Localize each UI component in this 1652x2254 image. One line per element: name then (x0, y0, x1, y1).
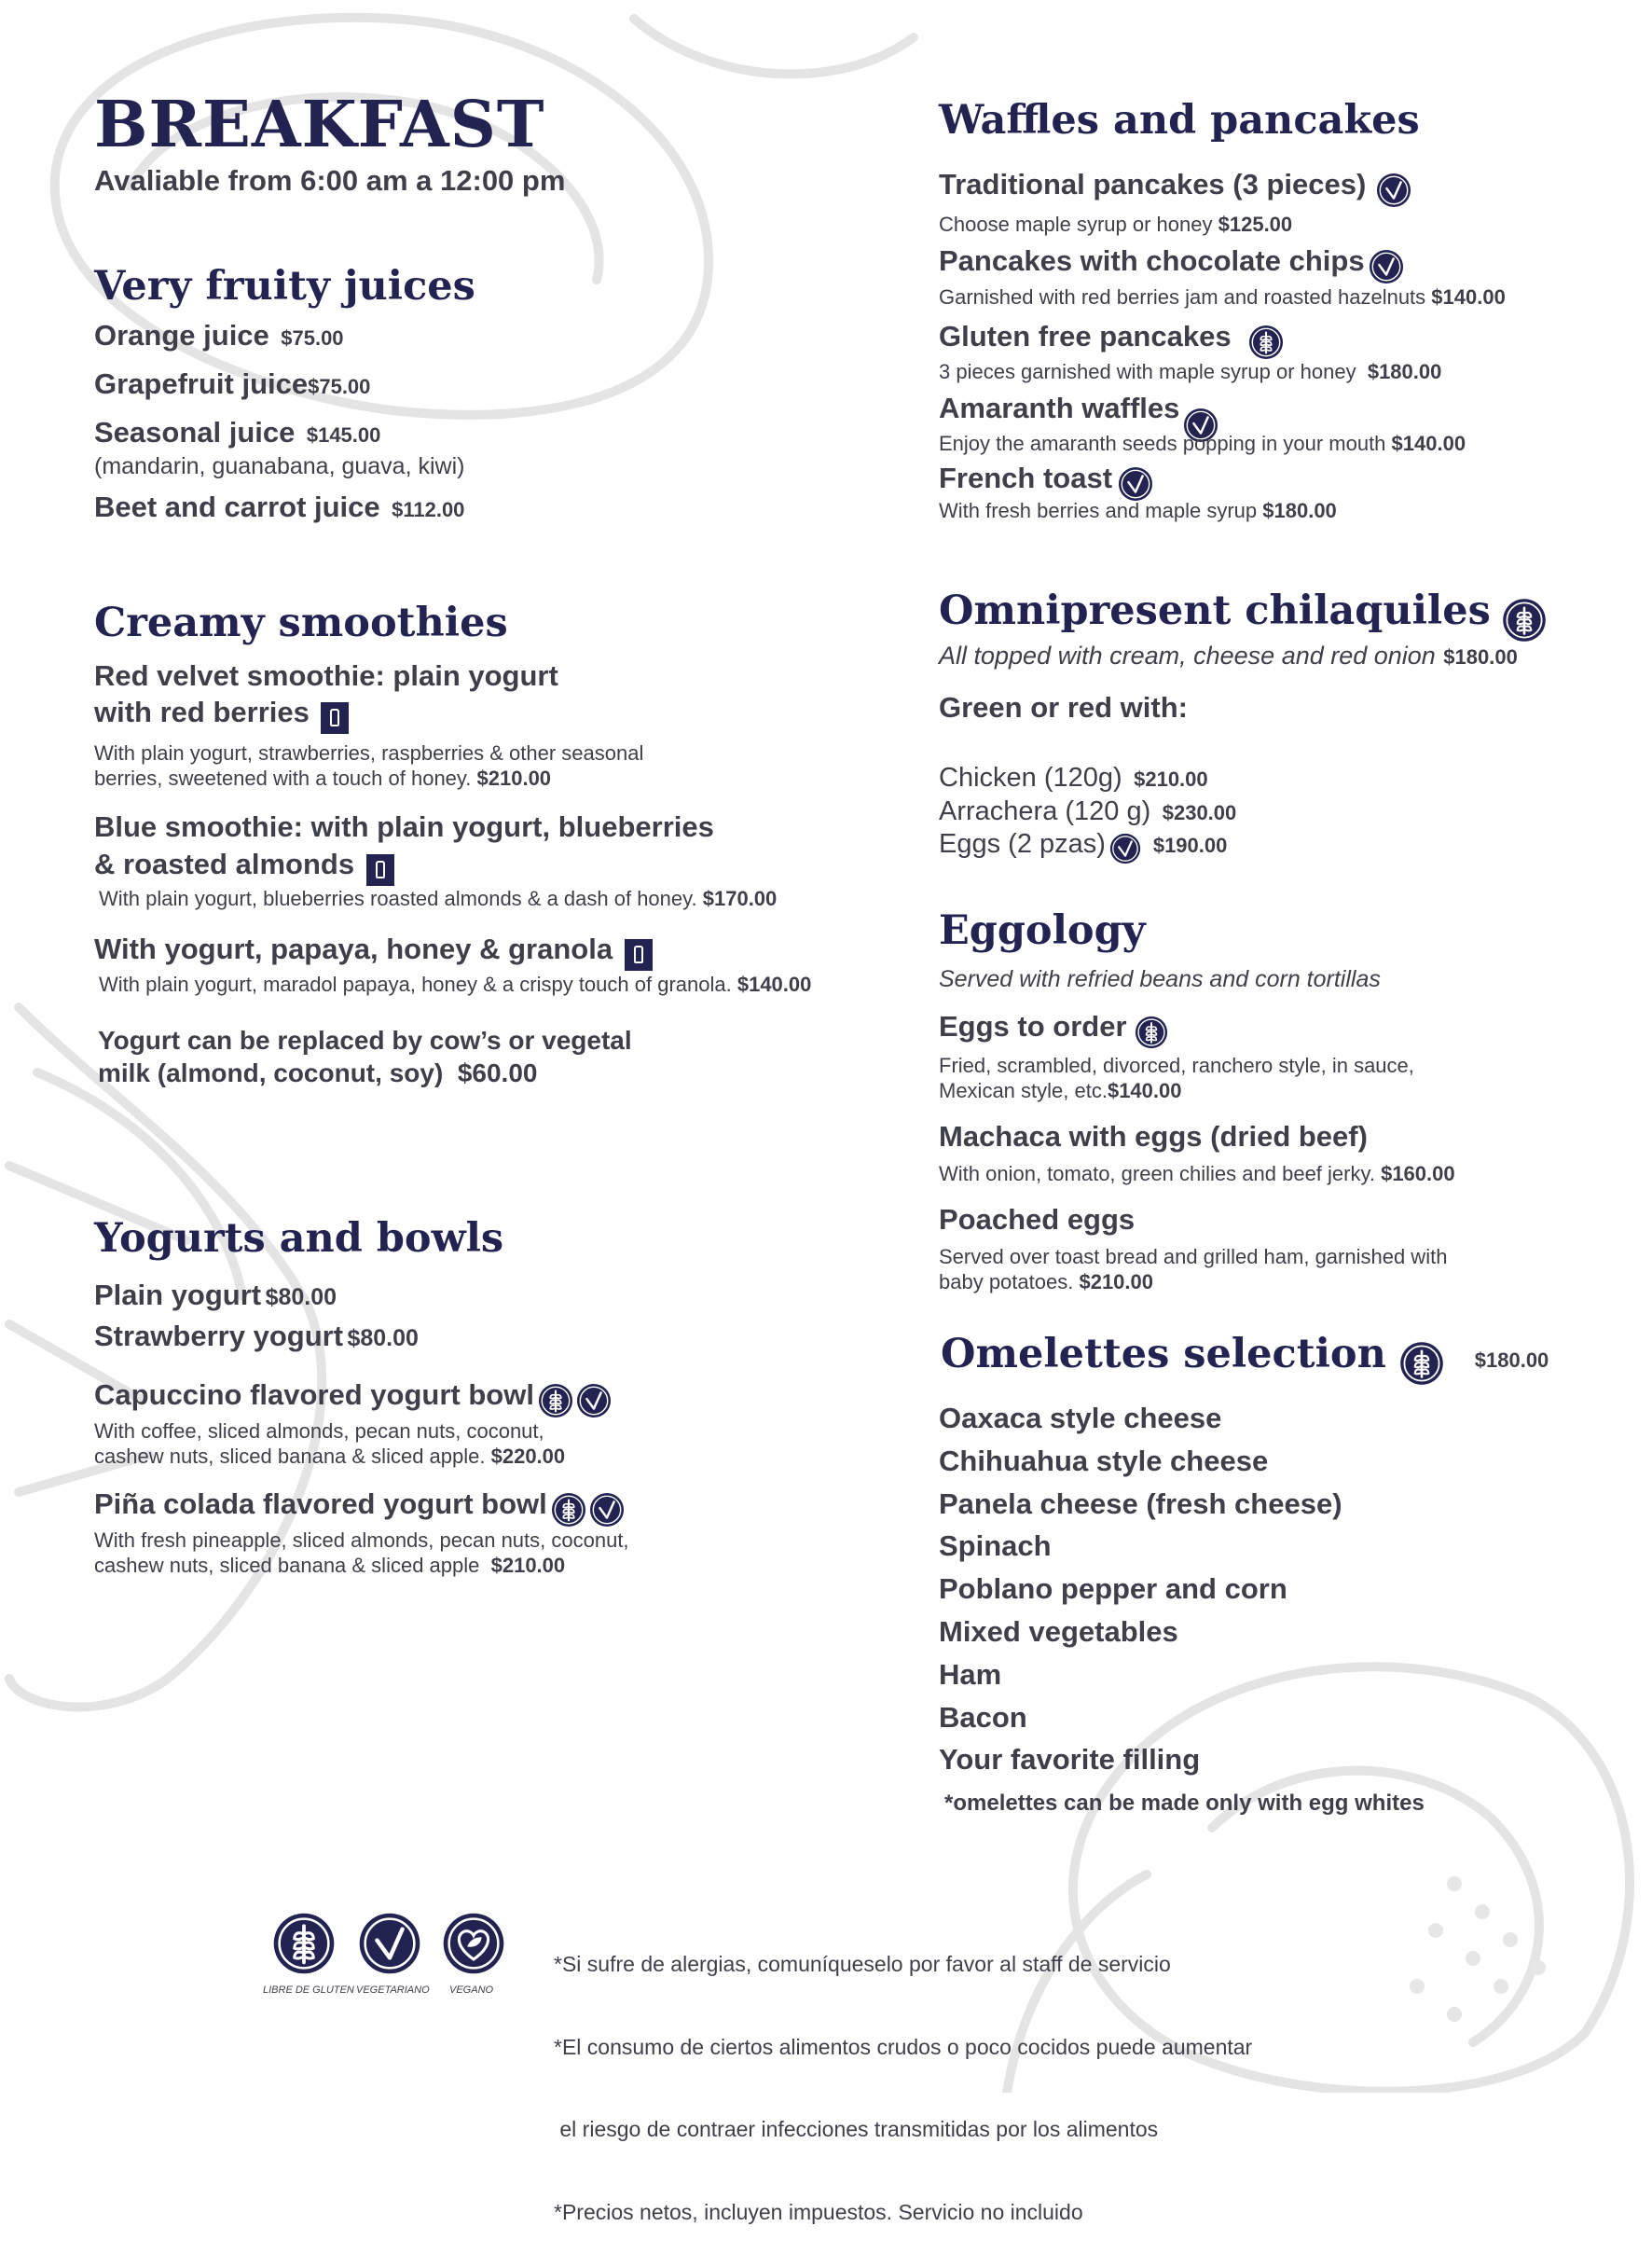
milk-bottle-icon (625, 939, 653, 971)
item-name: Beet and carrot juice (94, 491, 380, 523)
vegetarian-icon (1369, 249, 1404, 284)
list-item: Mixed vegetables (939, 1614, 1178, 1648)
item-price: $170.00 (702, 887, 778, 910)
chilaquiles-subtitle (939, 642, 1518, 671)
availability-subtitle: Avaliable from 6:00 am a 12:00 pm (94, 164, 566, 197)
milk-bottle-icon (321, 702, 349, 734)
item-name: Plain yogurt (94, 1279, 262, 1311)
legend-label-vegetarian: VEGETARIANO (356, 1984, 430, 1996)
disclaimer-line: *El consumo de ciertos alimentos crudos o poco cocidos puede aumentar (554, 2034, 1253, 2059)
item-description (94, 740, 643, 791)
item-description (939, 498, 1337, 523)
item-name: Chicken (120g) (939, 763, 1122, 793)
item-price: $140.00 (1107, 1079, 1182, 1102)
gluten-free-icon (551, 1492, 586, 1528)
item-price: $125.00 (1218, 213, 1293, 236)
menu-item (94, 367, 370, 401)
menu-item (939, 763, 1208, 794)
item-price: $80.00 (265, 1284, 337, 1310)
item-name: Seasonal juice (94, 416, 296, 449)
item-name: Arrachera (120 g) (939, 796, 1151, 826)
item-description: (mandarin, guanabana, guava, kiwi) (94, 453, 465, 479)
menu-item (939, 168, 1411, 208)
list-item: Oaxaca style cheese (939, 1402, 1222, 1434)
item-name: Capuccino flavored yogurt bowl (94, 1378, 534, 1411)
vegetarian-icon (1376, 173, 1411, 208)
menu-item (939, 462, 1153, 502)
disclaimer-line: *Precios netos, incluyen impuestos. Servicio no incluido (554, 2199, 1083, 2224)
desc-line: With plain yogurt, blueberries roasted almonds & a dash of honey. (99, 887, 697, 910)
legend-label-vegan: VEGANO (449, 1984, 494, 1996)
menu-item (94, 933, 653, 971)
item-description (939, 359, 1441, 384)
menu-item (939, 392, 1218, 432)
item-name: Eggs (2 pzas) (939, 829, 1106, 859)
waffles-section-title: Waffles and pancakes (939, 97, 1420, 144)
menu-item (94, 491, 464, 524)
chilaquiles-section-title: Omnipresent chilaquiles (939, 588, 1491, 634)
item-price: $190.00 (1152, 834, 1228, 857)
desc-line: berries, sweetened with a touch of honey. (94, 767, 472, 790)
item-name: Grapefruit juice (94, 367, 309, 400)
vegetarian-icon (358, 1912, 421, 1975)
milk-substitution-note (98, 1024, 632, 1089)
item-name: Red velvet smoothie: plain yogurt (94, 659, 558, 692)
subtitle-text: All topped with cream, cheese and red onion (939, 642, 1436, 670)
item-price: $140.00 (1391, 432, 1466, 455)
item-description (94, 1418, 565, 1469)
item-price: $145.00 (306, 423, 381, 447)
item-description (939, 1053, 1414, 1103)
menu-item (939, 829, 1227, 864)
desc-line: With plain yogurt, strawberries, raspberries & other seasonal (94, 741, 644, 765)
item-name: Machaca with eggs (dried beef) (939, 1120, 1368, 1153)
item-description (939, 284, 1506, 310)
desc-line: With plain yogurt, maradol papaya, honey & a crispy touch of granola. (99, 973, 732, 996)
smoothies-section-title: Creamy smoothies (94, 600, 508, 646)
eggology-section-title: Eggology (939, 907, 1146, 954)
menu-item (94, 1279, 337, 1312)
menu-item (94, 319, 344, 353)
eggology-subtitle: Served with refried beans and corn tortillas (939, 966, 1381, 992)
gluten-free-icon (1135, 1016, 1168, 1049)
desc-line: Fried, scrambled, divorced, ranchero style, in sauce, (939, 1054, 1414, 1077)
item-name: Gluten free pancakes (939, 320, 1232, 353)
chilaquiles-heading (939, 588, 1547, 643)
vegetarian-icon (589, 1492, 625, 1528)
list-item: Ham (939, 1657, 1002, 1691)
desc-line: cashew nuts, sliced banana & sliced apple. (94, 1445, 486, 1468)
item-price: $230.00 (1162, 801, 1237, 824)
menu-item (94, 848, 394, 886)
desc-line: With fresh pineapple, sliced almonds, pecan nuts, coconut, (94, 1528, 629, 1552)
menu-item (94, 696, 349, 734)
note-price: $60.00 (457, 1058, 538, 1087)
item-price: $180.00 (1474, 1348, 1549, 1372)
item-price: $180.00 (1367, 360, 1442, 383)
desc-line: baby potatoes. (939, 1270, 1074, 1293)
desc-line: Garnished with red berries jam and roasted hazelnuts (939, 285, 1426, 309)
legend-label-gluten-free: LIBRE DE GLUTEN (263, 1984, 354, 1996)
desc-line: Mexican style, etc. (939, 1079, 1108, 1102)
omelettes-section-title: Omelettes selection (941, 1331, 1386, 1377)
item-name: Traditional pancakes (3 pieces) (939, 168, 1367, 201)
vegetarian-icon (1109, 833, 1141, 864)
list-item: Spinach (939, 1529, 1052, 1563)
menu-item (94, 1487, 625, 1528)
desc-line: With onion, tomato, green chilies and beef jerky. (939, 1162, 1375, 1185)
menu-item (939, 1010, 1168, 1049)
note-line: Yogurt can be replaced by cow’s or vegetal (98, 1026, 632, 1055)
item-price: $220.00 (490, 1445, 566, 1468)
menu-item (94, 1378, 612, 1418)
note-line: milk (almond, coconut, soy) (98, 1058, 444, 1087)
omelettes-note: *omelettes can be made only with egg whites (944, 1791, 1425, 1816)
omelette-list (939, 1397, 1342, 1781)
item-price: $140.00 (737, 973, 812, 996)
omelettes-heading (941, 1331, 1549, 1386)
menu-item (94, 1320, 419, 1353)
item-price: $80.00 (347, 1325, 419, 1351)
item-name: Eggs to order (939, 1010, 1127, 1043)
item-name: Orange juice (94, 319, 269, 352)
desc-line: Enjoy the amaranth seeds popping in your mouth (939, 432, 1386, 455)
gluten-free-icon (538, 1383, 573, 1418)
desc-line: Served over toast bread and grilled ham, garnished with (939, 1245, 1448, 1268)
disclaimer-line: el riesgo de contraer infecciones transmitidas por los alimentos (554, 2117, 1159, 2141)
footer-disclaimer (554, 1896, 1252, 2254)
vegetarian-icon (576, 1383, 612, 1418)
gluten-free-icon (272, 1912, 336, 1975)
desc-line: Choose maple syrup or honey (939, 213, 1213, 236)
item-price: $160.00 (1381, 1162, 1455, 1185)
item-description (939, 212, 1292, 237)
chilaquiles-choice: Green or red with: (939, 691, 1188, 724)
menu-item (939, 244, 1404, 284)
item-name: French toast (939, 462, 1113, 494)
menu-item (939, 320, 1284, 360)
item-name: Blue smoothie: with plain yogurt, blueberries (94, 810, 714, 843)
item-description (99, 972, 811, 997)
list-item: Poblano pepper and corn (939, 1572, 1287, 1606)
item-price: $210.00 (476, 767, 552, 790)
item-name: with red berries (94, 696, 310, 728)
desc-line: With fresh berries and maple syrup (939, 499, 1258, 522)
item-price: $112.00 (392, 498, 465, 521)
milk-bottle-icon (366, 854, 394, 886)
item-price: $210.00 (1134, 767, 1208, 791)
item-price: $210.00 (490, 1554, 566, 1577)
item-price: $140.00 (1431, 285, 1506, 309)
item-name: Strawberry yogurt (94, 1320, 344, 1352)
disclaimer-line: *Si sufre de alergias, comuníqueselo por favor al staff de servicio (554, 1952, 1171, 1976)
item-description (94, 1528, 629, 1578)
bowls-section-title: Yogurts and bowls (94, 1215, 504, 1262)
vegetarian-icon (1118, 466, 1153, 502)
item-price: $75.00 (281, 326, 344, 350)
gluten-free-icon (1502, 598, 1547, 643)
gluten-free-icon (1399, 1341, 1444, 1386)
gluten-free-icon (1248, 325, 1284, 360)
item-price: $210.00 (1079, 1270, 1153, 1293)
list-item: Your favorite filling (939, 1743, 1201, 1777)
item-description (939, 431, 1466, 456)
desc-line: With coffee, sliced almonds, pecan nuts, coconut, (94, 1419, 544, 1443)
menu-item (94, 416, 380, 449)
item-price: $75.00 (308, 375, 371, 398)
item-description (939, 1161, 1455, 1186)
page-title: BREAKFAST (94, 88, 545, 162)
menu-item (939, 796, 1236, 827)
item-name: & roasted almonds (94, 848, 355, 880)
item-name: Piña colada flavored yogurt bowl (94, 1487, 547, 1520)
item-description (99, 886, 777, 911)
item-price: $180.00 (1262, 499, 1337, 522)
desc-line: cashew nuts, sliced banana & sliced apple (94, 1554, 480, 1577)
dietary-legend (261, 1912, 513, 2005)
list-item: Chihuahua style cheese (939, 1444, 1269, 1477)
desc-line: 3 pieces garnished with maple syrup or honey (939, 360, 1356, 383)
item-name: Amaranth waffles (939, 392, 1180, 424)
item-name: Pancakes with chocolate chips (939, 244, 1365, 277)
juices-section-title: Very fruity juices (94, 263, 475, 310)
item-description (939, 1244, 1447, 1294)
item-price: $180.00 (1443, 645, 1518, 669)
list-item: Panela cheese (fresh cheese) (939, 1487, 1342, 1520)
item-name: Poached eggs (939, 1203, 1136, 1236)
item-name: With yogurt, papaya, honey & granola (94, 933, 613, 965)
vegan-icon (442, 1912, 505, 1975)
list-item: Bacon (939, 1700, 1027, 1734)
